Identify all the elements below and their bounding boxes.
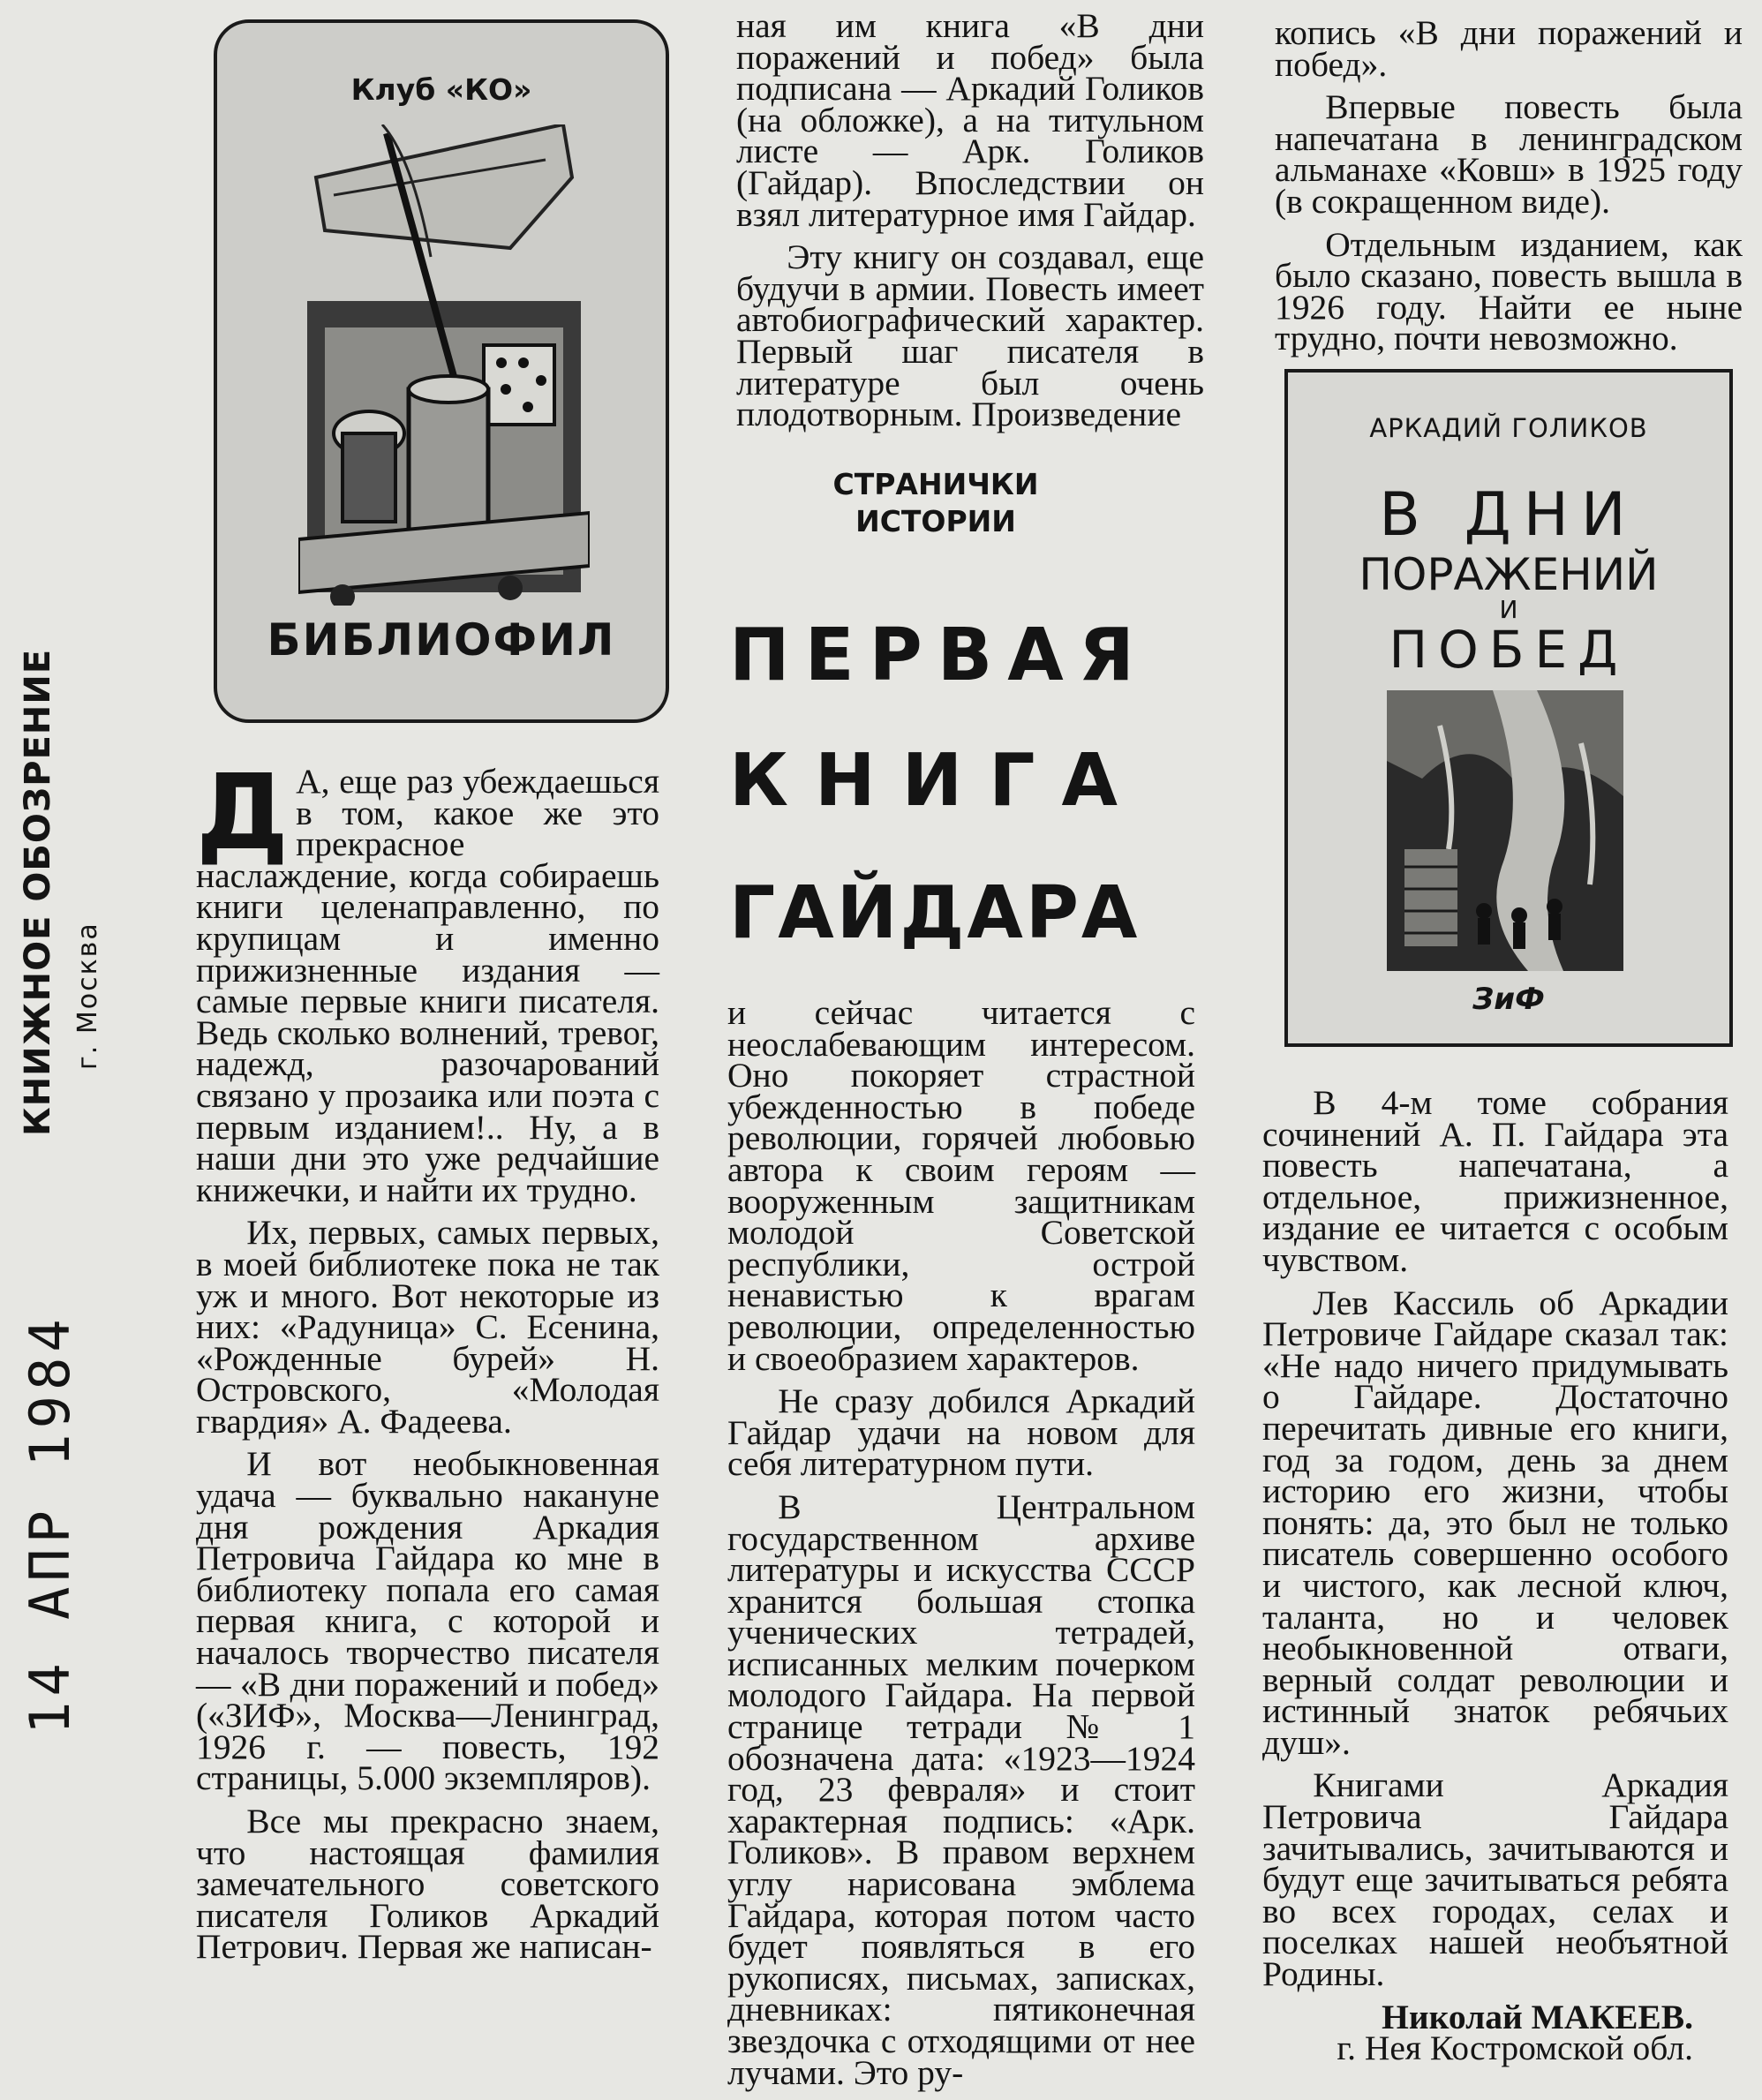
paragraph: В Центральном государственном архиве литературы и искусства СССР хранится большая стопка ученических тетрадей, исписанных мелким почерком молодого Гайдара. На первой странице тетради № 1 обозначена дата: «1923—1924 год, 23 февраля» и стоит характерная подпись: «Арк. Голиков». В правом верхнем углу нарисована эмблема Гайдара, которая потом часто будет появляться в его рукописях, письмах, записках, дневниках: пятиконечная звездочка с отходящими от нее лучами. Это ру- bbox=[727, 1487, 1195, 2092]
rubric-line: СТРАНИЧКИ bbox=[832, 467, 1039, 501]
paragraph: Впервые повесть была напечатана в ленинградском альманахе «Ковш» в 1925 году (в сокращенном виде). bbox=[1275, 87, 1743, 221]
paragraph: Не сразу добился Аркадий Гайдар удачи на новом для себя литературном пути. bbox=[727, 1381, 1195, 1484]
paragraph: копись «В дни поражений и побед». bbox=[1275, 13, 1743, 84]
paragraph bbox=[196, 751, 659, 1209]
cover-illustration bbox=[1387, 690, 1623, 971]
paragraph: Отдельным изданием, как было сказано, повесть вышла в 1926 году. Найти ее ныне трудно, почти невозможно. bbox=[1275, 224, 1743, 358]
headline-title-line-3: ГАЙДАРА bbox=[729, 871, 1141, 955]
cover-title-line-3: И bbox=[1499, 595, 1518, 624]
paragraph: Все мы прекрасно знаем, что настоящая фамилия замечательного советского писателя Голиков Аркадий Петрович. Первая же написан- bbox=[196, 1802, 659, 1967]
source-name: КНИЖНОЕ ОБОЗРЕНИЕ bbox=[18, 648, 58, 1136]
author-name: Николай МАКЕЕВ. bbox=[1382, 1997, 1693, 2036]
column-2-top bbox=[736, 6, 1204, 442]
column-3-bottom bbox=[1262, 1083, 1728, 2068]
drop-cap: Д bbox=[196, 751, 290, 873]
source-city: г. Москва bbox=[72, 922, 103, 1070]
paragraph: и сейчас читается с неослабевающим интересом. Оно покоряет страстной убежденностью в победе революции, горячей любовью автора к своим героям — вооруженным защитникам молодой Советской республики, острой ненавистью к врагам революции, определенностью и своеобразием характеров. bbox=[727, 993, 1195, 1378]
side-stamp bbox=[18, 0, 103, 2019]
cover-title-line-1: В ДНИ bbox=[1379, 480, 1638, 550]
column-1 bbox=[196, 751, 659, 1975]
paragraph-text: А, еще раз убеждаешься в том, какое же это прекрасное наслаждение, когда собираешь книги целенаправленно, по крупицам и именно прижизненные издания — самые первые книги писателя. Ведь сколько волнений, тревог, надежд, разочарований связано у прозаика или поэта с первым изданием!.. Ну, а в наши дни это уже редчайшие книжечки, и найти их трудно. bbox=[196, 762, 659, 1209]
paragraph: И вот необыкновенная удача — буквально накануне дня рождения Аркадия Петровича Гайдара ко мне в библиотеку попала его самая первая книга, с которой и началось творчество писателя — «В дни поражений и побед» («ЗИФ», Москва—Ленинград, 1926 г. — повесть, 192 страницы, 5.000 экземпляров). bbox=[196, 1444, 659, 1798]
cover-author: АРКАДИЙ ГОЛИКОВ bbox=[1369, 413, 1648, 443]
paragraph: Их, первых, самых первых, в моей библиотеке пока не так уж и много. Вот некоторые из них: «Радуница» С. Есенина, «Рожденные бурей» Н. Островского, «Молодая гвардия» А. Фадеева. bbox=[196, 1213, 659, 1441]
club-label: Клуб «КО» bbox=[350, 72, 532, 107]
column-2-bottom bbox=[727, 993, 1195, 2100]
paragraph: Книгами Аркадия Петровича Гайдара зачитывались, зачитываются и будут еще зачитываться ребята во всех городах, селах и поселках нашей необъятной Родины. bbox=[1262, 1765, 1728, 1994]
book-cover bbox=[1284, 369, 1733, 1047]
cover-publisher: ЗиФ bbox=[1472, 982, 1545, 1017]
cover-title-line-4: ПОБЕД bbox=[1389, 620, 1629, 680]
paragraph: ная им книга «В дни поражений и побед» была подписана — Аркадий Голиков (на обложке), а на титульном листе — Арк. Голиков (Гайдар). Впоследствии он взял литературное имя Гайдар. bbox=[736, 6, 1204, 234]
club-emblem bbox=[214, 19, 669, 723]
cover-title-line-2: ПОРАЖЕНИЙ bbox=[1359, 549, 1659, 600]
column-3-top bbox=[1275, 13, 1743, 366]
headline-title-line-2: КНИГА bbox=[729, 739, 1144, 823]
rubric-line: ИСТОРИИ bbox=[855, 504, 1016, 538]
author-place: г. Нея Костромской обл. bbox=[1337, 2028, 1693, 2068]
date-stamp: 14 АПР 1984 bbox=[18, 1313, 82, 1735]
headline-title-line-1: ПЕРВАЯ bbox=[729, 613, 1149, 697]
paragraph: В 4-м томе собрания сочинений А. П. Гайдара эта повесть напечатана, а отдельное, прижизненное, издание ее читается с особым чувством. bbox=[1262, 1083, 1728, 1279]
paragraph: Лев Кассиль об Аркадии Петровиче Гайдаре сказал так: «Не надо ничего придумывать о Гайдаре. Достаточно перечитать дивные его книги, год за годом, день за днем историю его жизни, чтобы понять: да, это был не только писатель совершенно особого и чистого, как лесной ключ, таланта, но и человек необыкновенной отваги, верный солдат революции и истинный знаток ребячьих душ». bbox=[1262, 1283, 1728, 1762]
rubric bbox=[715, 466, 1156, 540]
inkwell-quill-illustration bbox=[298, 124, 590, 606]
club-name: БИБЛИОФИЛ bbox=[267, 614, 616, 666]
paragraph: Эту книгу он создавал, еще будучи в армии. Повесть имеет автобиографический характер. Первый шаг писателя в литературе был очень плодотворным. Произведение bbox=[736, 237, 1204, 434]
